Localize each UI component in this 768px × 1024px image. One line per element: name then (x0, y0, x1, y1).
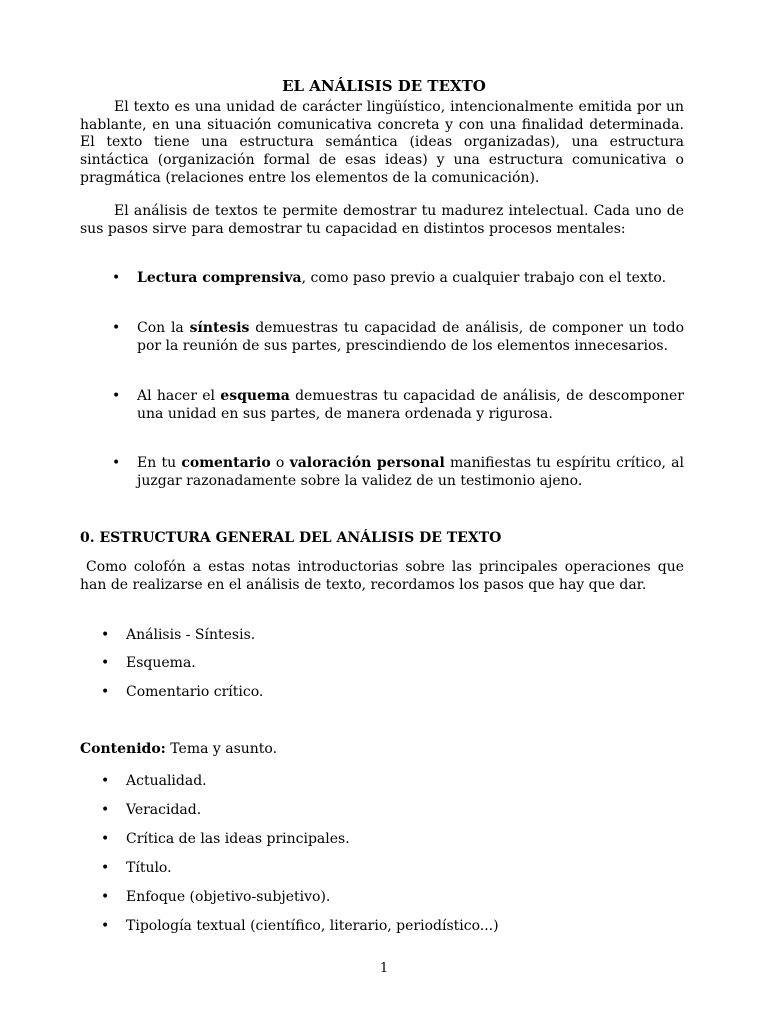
intro-paragraph-2-text: El análisis de textos te permite demostrar tu madurez intelectual. Cada uno de sus pasos sirve para demostrar tu capacidad en distintos procesos mentales: (80, 203, 684, 237)
list-item (101, 683, 684, 701)
list-item (101, 772, 684, 790)
document-title: EL ANÁLISIS DE TEXTO (282, 77, 486, 95)
bullet-icon: • (101, 802, 110, 818)
bullet-icon: • (101, 627, 110, 643)
list-item-text: Actualidad. (126, 773, 207, 789)
list-item-esquema (112, 388, 684, 423)
list-item-comentario (112, 455, 684, 490)
lectura-text: , como paso previo a cualquier trabajo con el texto. (301, 270, 667, 286)
list-item (101, 917, 684, 935)
bullet-icon: • (101, 889, 110, 905)
list-item-text: Tipología textual (científico, literario, periodístico...) (126, 918, 499, 934)
bullet-icon: • (101, 684, 110, 700)
term-valoracion-personal: valoración personal (289, 455, 445, 471)
list-item-text: Análisis - Síntesis. (126, 627, 256, 643)
list-item-lectura (112, 270, 684, 288)
list-item-text: Comentario crítico. (126, 684, 264, 700)
esquema-text-after: demuestras tu capacidad de análisis, de descomponer una unidad en sus partes, de manera ordenada y rigurosa. (137, 388, 684, 422)
section-intro-text: Como colofón a estas notas introductorias sobre las principales operaciones que han de realizarse en el análisis de texto, recordamos los pasos que hay que dar. (80, 559, 684, 593)
term-sintesis: síntesis (189, 320, 250, 336)
bullet-icon: • (101, 831, 110, 847)
list-item-text: Crítica de las ideas principales. (126, 831, 350, 847)
sintesis-text-before: Con la (137, 320, 190, 336)
list-item-text: Enfoque (objetivo-subjetivo). (126, 889, 331, 905)
bullet-icon: • (112, 320, 121, 336)
intro-paragraph-1 (80, 99, 684, 188)
comentario-text-after: manifiestas tu espíritu crítico, al juzgar razonadamente sobre la validez de un testimonio ajeno. (137, 455, 685, 489)
list-item (101, 626, 684, 644)
section-heading: 0. ESTRUCTURA GENERAL DEL ANÁLISIS DE TEXTO (80, 530, 502, 546)
term-comentario: comentario (181, 455, 271, 471)
bullet-icon: • (101, 655, 110, 671)
list-item (101, 654, 684, 672)
term-esquema: esquema (220, 388, 290, 404)
intro-paragraph-2 (80, 203, 684, 238)
list-item (101, 801, 684, 819)
page-number: 1 (379, 961, 389, 976)
sintesis-text-after: demuestras tu capacidad de análisis, de componer un todo por la reunión de sus partes, prescindiendo de los elementos innecesarios. (137, 320, 684, 354)
bullet-icon: • (112, 455, 121, 471)
bullet-icon: • (101, 918, 110, 934)
esquema-text-before: Al hacer el (137, 388, 221, 404)
list-item (101, 830, 684, 848)
list-item-text: Esquema. (126, 655, 196, 671)
list-item (101, 859, 684, 877)
list-item-text: Veracidad. (126, 802, 202, 818)
list-item-text: Título. (126, 860, 172, 876)
bullet-icon: • (101, 860, 110, 876)
term-lectura: Lectura comprensiva (137, 270, 302, 286)
comentario-text-before: En tu (137, 455, 182, 471)
contenido-label: Contenido: (80, 741, 166, 757)
intro-paragraph-1-text: El texto es una unidad de carácter lingüístico, intencionalmente emitida por un hablante, en una situación comunicativa concreta y con una finalidad determinada. El texto tiene una estructura semántica (ideas organizadas), una estructura sintáctica (organización formal de esas ideas) y una estructura comunicativa o pragmática (relaciones entre los elementos de la comunicación). (80, 99, 684, 186)
comentario-text-middle: o (270, 455, 290, 471)
contenido-value: Tema y asunto. (165, 741, 278, 757)
contenido-line (80, 739, 277, 759)
bullet-icon: • (112, 270, 121, 286)
section-intro-paragraph (80, 559, 684, 594)
bullet-icon: • (101, 773, 110, 789)
list-item (101, 888, 684, 906)
list-item-sintesis (112, 320, 684, 355)
bullet-icon: • (112, 388, 121, 404)
